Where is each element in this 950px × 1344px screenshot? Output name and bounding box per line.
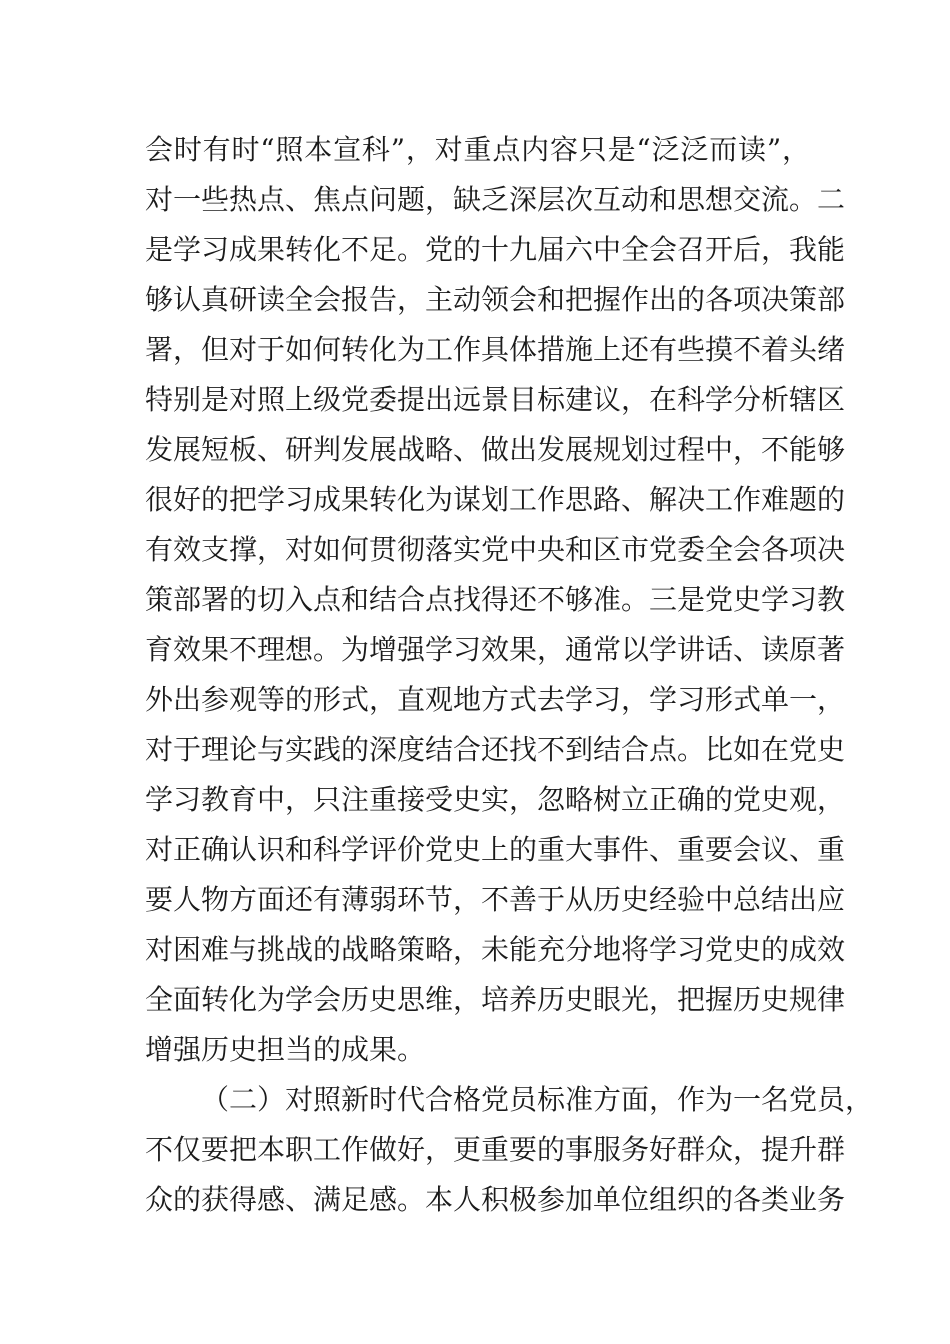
section-heading-line: （二）对照新时代合格党员标准方面，作为一名党员， xyxy=(201,1083,874,1116)
text-line: 有效支撑，对如何贯彻落实党中央和区市党委全会各项决 xyxy=(145,533,846,566)
document-body xyxy=(145,125,874,1225)
text-line: 够认真研读全会报告，主动领会和把握作出的各项决策部 xyxy=(145,283,846,316)
text-line: 外出参观等的形式，直观地方式去学习，学习形式单一， xyxy=(145,683,846,716)
paragraph-end-line: 增强历史担当的成果。 xyxy=(145,1033,426,1066)
text-line: 特别是对照上级党委提出远景目标建议，在科学分析辖区 xyxy=(145,383,846,416)
text-line: 会时有时“照本宣科”，对重点内容只是“泛泛而读”， xyxy=(145,133,810,166)
text-line: 署，但对于如何转化为工作具体措施上还有些摸不着头绪 xyxy=(145,333,846,366)
text-line: 是学习成果转化不足。党的十九届六中全会召开后，我能 xyxy=(145,233,846,266)
text-line: 很好的把学习成果转化为谋划工作思路、解决工作难题的 xyxy=(145,483,846,516)
text-line: 全面转化为学会历史思维，培养历史眼光，把握历史规律 xyxy=(145,983,846,1016)
text-line: 育效果不理想。为增强学习效果，通常以学讲话、读原著 xyxy=(145,633,846,666)
text-line: 众的获得感、满足感。本人积极参加单位组织的各类业务 xyxy=(145,1183,846,1216)
text-line: 要人物方面还有薄弱环节，不善于从历史经验中总结出应 xyxy=(145,883,846,916)
text-line: 对正确认识和科学评价党史上的重大事件、重要会议、重 xyxy=(145,833,846,866)
text-line: 学习教育中，只注重接受史实，忽略树立正确的党史观， xyxy=(145,783,846,816)
text-line: 策部署的切入点和结合点找得还不够准。三是党史学习教 xyxy=(145,583,846,616)
text-line: 不仅要把本职工作做好，更重要的事服务好群众，提升群 xyxy=(145,1133,846,1166)
text-line: 对一些热点、焦点问题，缺乏深层次互动和思想交流。二 xyxy=(145,183,846,216)
text-line: 发展短板、研判发展战略、做出发展规划过程中，不能够 xyxy=(145,433,846,466)
text-line: 对困难与挑战的战略策略，未能充分地将学习党史的成效 xyxy=(145,933,846,966)
text-line: 对于理论与实践的深度结合还找不到结合点。比如在党史 xyxy=(145,733,846,766)
